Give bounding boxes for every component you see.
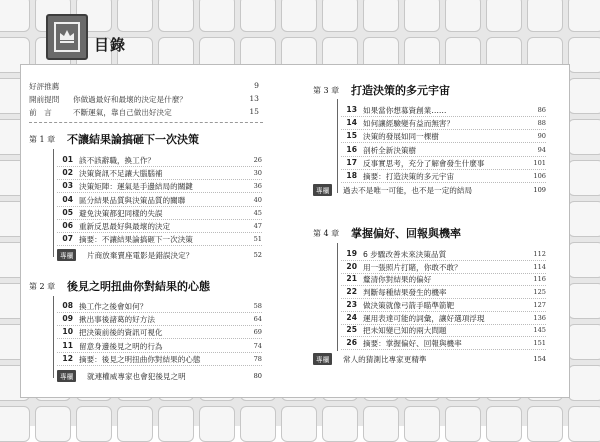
entry-number: 03 xyxy=(62,181,73,191)
entry-number: 05 xyxy=(62,207,73,217)
toc-entry[interactable] xyxy=(341,170,546,183)
entry-page: 151 xyxy=(533,338,546,347)
background-tile xyxy=(568,406,600,442)
toc-entry[interactable] xyxy=(57,340,262,353)
front-matter-row[interactable] xyxy=(29,81,259,94)
column-page: 80 xyxy=(253,372,262,380)
background-tile xyxy=(281,406,317,442)
background-tile xyxy=(486,406,522,442)
column-title: 常人的猜測比專家更精準 xyxy=(343,355,427,364)
background-tile xyxy=(199,0,235,32)
toc-entry[interactable] xyxy=(341,299,546,312)
background-tile xyxy=(568,119,600,155)
section-rule xyxy=(337,99,338,193)
entry-number: 02 xyxy=(62,168,73,178)
background-tile xyxy=(199,406,235,442)
entry-page: 136 xyxy=(533,313,546,322)
background-tile xyxy=(240,406,276,442)
entry-page: 26 xyxy=(253,156,262,164)
toc-entry[interactable] xyxy=(57,207,262,220)
entry-title: 把未知變已知的兩大問題 xyxy=(363,326,447,336)
entry-page: 90 xyxy=(537,132,546,141)
column-badge: 專欄 xyxy=(57,249,76,261)
entry-page: 114 xyxy=(533,262,546,271)
entry-number: 10 xyxy=(62,327,73,337)
background-tile xyxy=(117,0,153,32)
chapter-heading[interactable] xyxy=(313,82,563,98)
column-title: 就連權威專家也會犯後見之明 xyxy=(87,372,186,381)
toc-entry[interactable] xyxy=(57,180,262,193)
background-tile xyxy=(527,406,563,442)
entry-title: 摘要：掌握偏好、回報與機率 xyxy=(363,338,462,348)
entry-page: 78 xyxy=(253,354,262,363)
toc-entry[interactable] xyxy=(57,326,262,339)
front-matter-label: 好評推薦 xyxy=(29,82,60,91)
special-column[interactable] xyxy=(57,249,262,262)
entry-page: 88 xyxy=(537,119,546,128)
entry-number: 19 xyxy=(346,249,357,258)
background-tile xyxy=(445,0,481,32)
background-tile xyxy=(322,0,358,32)
chapter-number: 第 4 章 xyxy=(313,229,340,238)
column-page: 52 xyxy=(253,251,262,259)
entry-page: 47 xyxy=(253,222,262,230)
background-tile xyxy=(322,406,358,442)
page-title: 目錄 xyxy=(94,36,127,54)
entry-number: 09 xyxy=(62,314,73,324)
toc-entry[interactable] xyxy=(57,167,262,180)
entry-title: 如果當你想募資創業…… xyxy=(363,106,447,115)
entry-title: 剖析全新決策樹 xyxy=(363,145,417,155)
background-tile xyxy=(0,0,30,32)
background-tile xyxy=(486,0,522,32)
entry-title: 區分結果品質與決策品質的關聯 xyxy=(79,195,186,205)
front-matter-title: 不斷運氣，靠自己做出好決定 xyxy=(73,108,172,117)
entry-number: 08 xyxy=(62,301,73,310)
toc-entry[interactable] xyxy=(341,157,546,170)
column-title: 過去不是唯一可能，也不是一定的結局 xyxy=(343,186,473,195)
front-matter-row[interactable] xyxy=(29,107,259,120)
column-page: 154 xyxy=(533,355,546,363)
entry-number: 23 xyxy=(346,299,357,309)
column-badge: 專欄 xyxy=(313,353,332,365)
toc-entry[interactable] xyxy=(341,337,546,350)
entry-page: 112 xyxy=(533,250,546,258)
entry-number: 14 xyxy=(346,118,357,128)
background-tile xyxy=(404,0,440,32)
background-tile xyxy=(568,365,600,401)
entry-title: 該不該辭職，換工作？ xyxy=(79,156,155,165)
chapter-title: 後見之明扭曲你對結果的心態 xyxy=(67,280,210,293)
background-tile xyxy=(363,406,399,442)
toc-entry[interactable] xyxy=(341,144,546,157)
section-rule xyxy=(337,243,338,351)
section-rule xyxy=(53,149,54,257)
entry-number: 06 xyxy=(62,221,73,230)
entry-title: 把決策前後的資訊可視化 xyxy=(79,328,163,338)
entry-title: 決策資訊不足讓大腦腦補 xyxy=(79,169,163,179)
background-tile xyxy=(363,0,399,32)
entry-number: 21 xyxy=(346,274,357,284)
entry-number: 20 xyxy=(346,261,357,271)
chapter-number: 第 3 章 xyxy=(313,86,340,95)
front-matter-label: 開前提問 xyxy=(29,95,60,104)
toc-entry[interactable] xyxy=(341,324,546,337)
entry-number: 18 xyxy=(346,171,357,180)
toc-entry[interactable] xyxy=(57,233,262,246)
chapter-heading[interactable] xyxy=(29,131,269,147)
background-tile xyxy=(568,283,600,319)
entry-title: 用一張照片打賭，你敢不敢？ xyxy=(363,262,462,272)
entry-page: 106 xyxy=(533,172,546,180)
chapter-heading[interactable] xyxy=(313,225,563,241)
special-column[interactable] xyxy=(313,353,546,366)
entry-title: 如何讓經驗變有益而無害？ xyxy=(363,119,455,129)
entry-number: 04 xyxy=(62,194,73,204)
chapter-number: 第 2 章 xyxy=(29,282,56,291)
toc-entry[interactable] xyxy=(57,154,262,167)
entry-page: 69 xyxy=(253,328,262,337)
entry-title: 重新反思最好與最壞的決定 xyxy=(79,222,171,231)
background-tile xyxy=(117,406,153,442)
background-tile xyxy=(240,0,276,32)
special-column[interactable] xyxy=(57,370,262,383)
background-tile xyxy=(527,0,563,32)
entry-title: 揪出事後諸葛的好方法 xyxy=(79,315,155,325)
entry-number: 11 xyxy=(62,340,73,350)
background-tile xyxy=(158,0,194,32)
entry-page: 45 xyxy=(253,208,262,217)
chapter-title: 打造決策的多元宇宙 xyxy=(351,84,450,97)
front-matter-row[interactable] xyxy=(29,94,259,107)
entry-page: 127 xyxy=(533,300,546,309)
toc-page xyxy=(20,64,570,398)
column-badge: 專欄 xyxy=(57,370,76,382)
front-matter-title: 你做過最好和最壞的決定是什麼？ xyxy=(73,95,187,104)
entry-page: 101 xyxy=(533,158,546,167)
chapter-title: 不讓結果論搞砸下一次決策 xyxy=(67,133,199,146)
entry-number: 15 xyxy=(346,131,357,141)
front-matter-page: 13 xyxy=(249,94,259,103)
entry-page: 30 xyxy=(253,169,262,178)
entry-page: 125 xyxy=(533,288,546,297)
entry-title: 6 步驟改善未來決策品質 xyxy=(363,250,447,259)
entry-page: 94 xyxy=(537,145,546,154)
background-tile xyxy=(158,406,194,442)
toc-entry[interactable] xyxy=(341,248,546,261)
entry-page: 36 xyxy=(253,182,262,191)
entry-page: 51 xyxy=(253,235,262,244)
entry-number: 25 xyxy=(346,325,357,335)
entry-title: 決策的發展如同一棵樹 xyxy=(363,132,439,142)
toc-entry[interactable] xyxy=(341,286,546,299)
entry-number: 22 xyxy=(346,287,357,297)
entry-number: 12 xyxy=(62,353,73,363)
entry-title: 反事實思考，充分了解會發生什麼事 xyxy=(363,158,485,168)
toc-entry[interactable] xyxy=(57,220,262,233)
toc-entry[interactable] xyxy=(57,194,262,207)
background-tile xyxy=(0,406,30,442)
entry-number: 26 xyxy=(346,337,357,347)
toc-entry[interactable] xyxy=(57,313,262,326)
background-tile xyxy=(568,0,600,32)
background-tile xyxy=(568,242,600,278)
toc-entry[interactable] xyxy=(57,353,262,366)
entry-title: 釐清你對結果的偏好 xyxy=(363,275,432,285)
background-tile xyxy=(568,324,600,360)
column-badge: 專欄 xyxy=(313,184,332,196)
entry-number: 16 xyxy=(346,144,357,154)
background-tile xyxy=(568,160,600,196)
toc-entry[interactable] xyxy=(57,300,262,313)
entry-number: 01 xyxy=(62,155,73,164)
entry-page: 116 xyxy=(533,275,546,284)
section-rule xyxy=(53,296,54,378)
toc-entry[interactable] xyxy=(341,273,546,286)
front-matter-label: 前 言 xyxy=(29,108,52,117)
chapter-number: 第 1 章 xyxy=(29,135,56,144)
entry-title: 避免決策都犯同樣的失誤 xyxy=(79,208,163,218)
entry-page: 74 xyxy=(253,341,262,350)
chapter-title: 掌握偏好、回報與機率 xyxy=(351,227,461,240)
column-title: 片商放棄賣座電影是錯誤決定？ xyxy=(87,251,194,260)
entry-title: 摘要：不讓結果論搞砸下一次決策 xyxy=(79,235,193,245)
background-tile xyxy=(568,37,600,73)
entry-page: 64 xyxy=(253,315,262,324)
entry-title: 判斷每種結果發生的機率 xyxy=(363,288,447,298)
background-tile xyxy=(568,78,600,114)
chapter-heading[interactable] xyxy=(29,278,269,294)
background-tile xyxy=(568,201,600,237)
entry-page: 40 xyxy=(253,195,262,204)
background-tile xyxy=(445,406,481,442)
toc-entry[interactable] xyxy=(341,261,546,274)
background-tile xyxy=(35,406,71,442)
crown-logo-icon xyxy=(46,14,88,60)
entry-page: 86 xyxy=(537,106,546,114)
entry-title: 換工作之後會如何？ xyxy=(79,302,148,311)
entry-page: 58 xyxy=(253,302,262,310)
entry-number: 13 xyxy=(346,105,357,114)
special-column[interactable] xyxy=(313,184,546,197)
toc-entry[interactable] xyxy=(341,104,546,117)
front-matter-page: 15 xyxy=(249,107,259,116)
toc-entry[interactable] xyxy=(341,130,546,143)
toc-entry[interactable] xyxy=(341,312,546,325)
entry-number: 07 xyxy=(62,234,73,244)
divider xyxy=(29,122,263,123)
entry-title: 留意身邊後見之明的行為 xyxy=(79,341,163,351)
background-tile xyxy=(76,406,112,442)
entry-title: 摘要：後見之明扭曲你對結果的心態 xyxy=(79,354,201,364)
entry-title: 摘要：打造決策的多元宇宙 xyxy=(363,172,455,181)
entry-number: 17 xyxy=(346,157,357,167)
toc-entry[interactable] xyxy=(341,117,546,130)
entry-title: 做決策就像弓箭手瞄準箭靶 xyxy=(363,300,455,310)
column-page: 109 xyxy=(533,186,546,194)
entry-title: 運用表達可能的詞彙，讓好選項浮現 xyxy=(363,313,485,323)
front-matter-page: 9 xyxy=(254,81,259,90)
background-tile xyxy=(281,0,317,32)
entry-title: 決策矩陣：運氣是手邊結局的關鍵 xyxy=(79,182,193,192)
entry-number: 24 xyxy=(346,312,357,322)
entry-page: 145 xyxy=(533,326,546,335)
background-tile xyxy=(404,406,440,442)
